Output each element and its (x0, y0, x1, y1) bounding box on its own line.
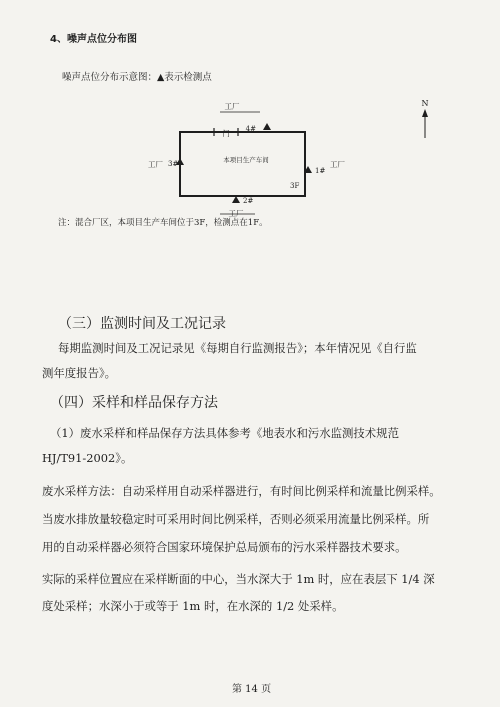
triangle-2-icon (232, 196, 240, 203)
label-factory-right: 工厂 (330, 160, 345, 169)
section-3-line-2: 测年度报告》。 (42, 366, 117, 380)
section-3-heading: （三）监测时间及工况记录 (58, 316, 226, 332)
label-point-1: 1# (315, 167, 326, 175)
label-point-2: 2# (243, 197, 254, 205)
section-4b-line-2: HJ/T91-2002》。 (42, 451, 133, 465)
label-factory-top: 工厂 (224, 102, 240, 111)
label-point-4: 4# (245, 125, 256, 133)
north-arrow-icon (422, 109, 428, 117)
label-building: 本项目生产车间 (223, 156, 269, 164)
label-factory-left: 工厂 (148, 160, 163, 169)
diagram-svg (140, 92, 440, 232)
label-floor: 3F (290, 182, 300, 190)
diagram-caption: 噪声点位分布示意图：▲表示检测点 (62, 72, 212, 83)
section-4b-line-5: 用的自动采样器必须符合国家环境保护总局颁布的污水采样器技术要求。 (42, 540, 407, 554)
section-4b-line-7: 度处采样；水深小于或等于 1m 时，在水深的 1/2 处采样。 (42, 599, 344, 613)
section-3-line-1: 每期监测时间及工况记录见《每期自行监测报告》；本年情况见《自行监 (58, 341, 417, 355)
section-4b-line-6: 实际的采样位置应在采样断面的中心，当水深大于 1m 时，应在表层下 1/4 深 (42, 572, 435, 586)
building-outline (180, 132, 305, 196)
section-4b-line-4: 当废水排放量较稳定时可采用时间比例采样，否则必须采用流量比例采样。所 (42, 512, 430, 526)
noise-point-diagram (140, 92, 440, 232)
triangle-4-icon (263, 123, 271, 130)
label-gate: 门 (222, 129, 230, 138)
page-number: 第 14 页 (232, 684, 272, 695)
diagram-note: 注：混合厂区，本项目生产车间位于3F，检测点在1F。 (58, 218, 268, 228)
section-4b-line-3: 废水采样方法：自动采样用自动采样器进行，有时间比例采样和流量比例采样。 (42, 484, 441, 498)
section-4-title: 4、噪声点位分布图 (50, 34, 137, 45)
label-north: N (421, 99, 429, 108)
section-4b-heading: （四）采样和样品保存方法 (50, 395, 218, 411)
section-4b-line-1: （1）废水采样和样品保存方法具体参考《地表水和污水监测技术规范 (50, 426, 399, 440)
label-factory-bottom: 工厂 (228, 209, 244, 218)
label-point-3: 3# (168, 160, 179, 168)
